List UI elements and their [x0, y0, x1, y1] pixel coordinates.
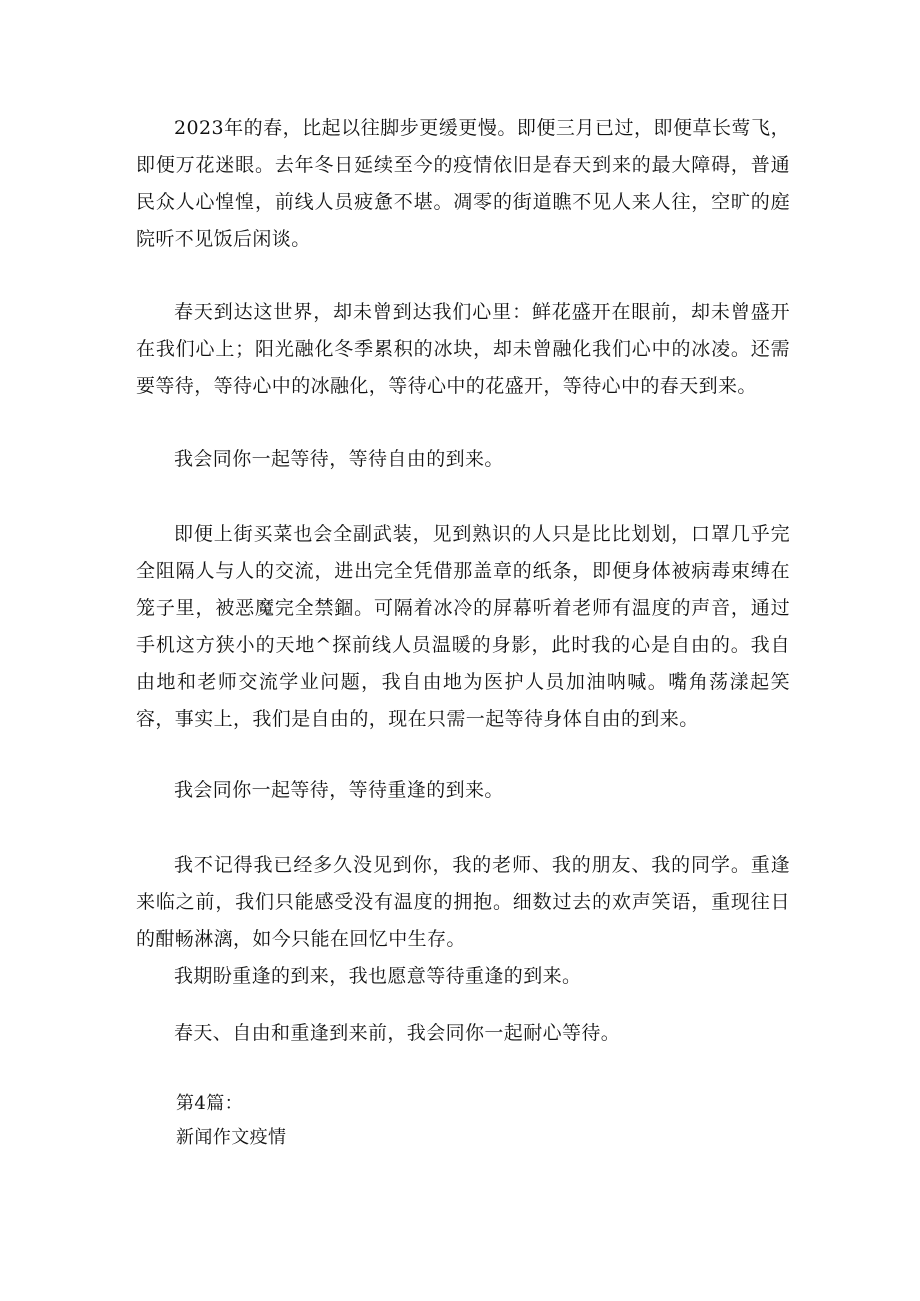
paragraph-4: 即便上街买菜也会全副武装，见到熟识的人只是比比划划，口罩几乎完全阻隔人与人的交流，进出完全凭借那盖章的纸条，即便身体被病毒束缚在笼子里，被恶魔完全禁錮。可隔着冰冷的屏幕听着老师有温度的声音，通过手机这方狭小的天地^探前线人员温暖的身影，此时我的心是自由的。我自由地和老师交流学业问题，我自由地为医护人员加油呐喊。嘴角荡漾起笑容，事实上，我们是自由的，现在只需一起等待身体自由的到来。 — [136, 523, 790, 730]
paragraph-7: 我期盼重逢的到来，我也愿意等待重逢的到来。 — [174, 965, 582, 987]
section-label: 第4篇： — [176, 1093, 244, 1114]
paragraph-1: 2023年的春，比起以往脚步更缓更慢。即便三月已过，即便草长莺飞，即便万花迷眼。去年冬日延续至今的疫情依旧是春天到来的最大障碍，普通民众人心惶惶，前线人员疲惫不堪。凋零的街道瞧不见人来人往，空旷的庭院听不见饭后闲谈。 — [136, 117, 790, 250]
paragraph-6: 我不记得我已经多久没见到你，我的老师、我的朋友、我的同学。重逢来临之前，我们只能感受没有温度的拥抱。细数过去的欢声笑语，重现往日的酣畅淋漓，如今只能在回忆中生存。 — [136, 854, 790, 950]
section-title: 新闻作文疫情 — [176, 1127, 287, 1148]
paragraph-2: 春天到达这世界，却未曾到达我们心里：鲜花盛开在眼前，却未曾盛开在我们心上；阳光融化冬季累积的冰块，却未曾融化我们心中的冰凌。还需要等待，等待心中的冰融化，等待心中的花盛开，等待心中的春天到来。 — [136, 301, 790, 397]
paragraph-3: 我会同你一起等待，等待自由的到来。 — [174, 448, 504, 470]
paragraph-5: 我会同你一起等待，等待重逢的到来。 — [174, 779, 504, 801]
paragraph-8: 春天、自由和重逢到来前，我会同你一起耐心等待。 — [174, 1022, 621, 1044]
